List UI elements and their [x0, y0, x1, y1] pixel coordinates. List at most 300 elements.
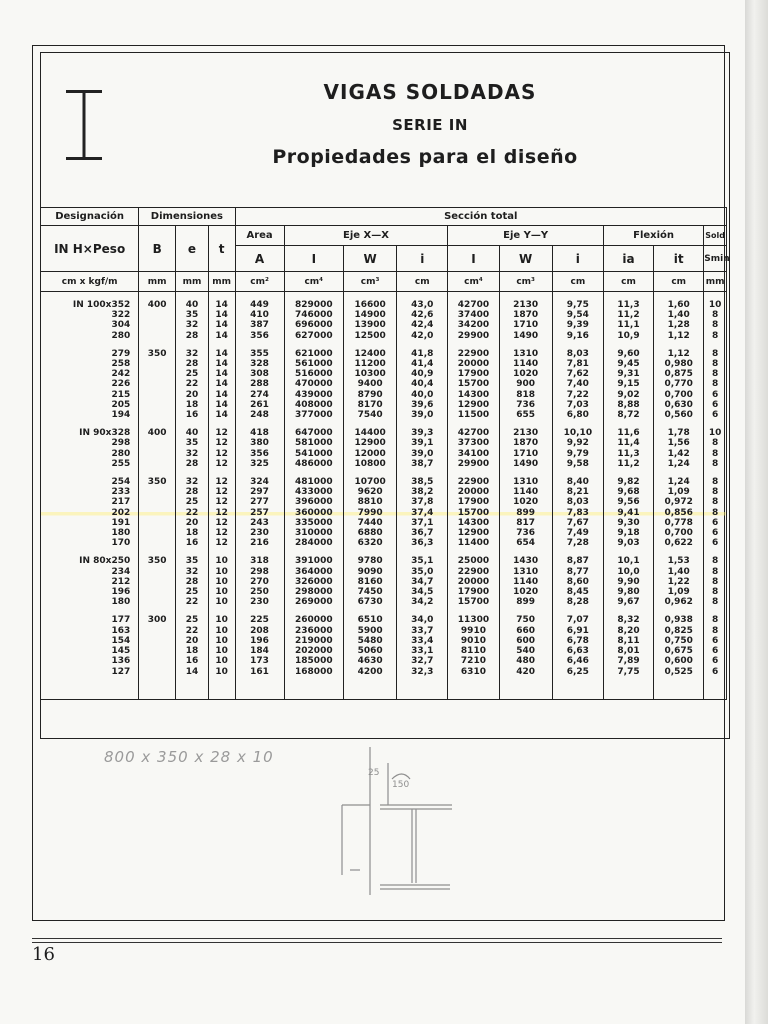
table-cell: 42,4 — [397, 320, 448, 330]
table-cell: 10 — [208, 626, 235, 636]
spacer-cell — [704, 292, 727, 301]
designation-cell: 212 — [41, 577, 139, 587]
table-cell: 6,91 — [552, 626, 603, 636]
table-cell: 12 — [208, 487, 235, 497]
table-cell: 36,3 — [397, 538, 448, 548]
designation-cell: 154 — [41, 636, 139, 646]
table-cell: 8 — [704, 379, 727, 389]
table-cell: 12900 — [343, 438, 396, 448]
table-cell: 7,83 — [552, 508, 603, 518]
table-cell: 356 — [235, 331, 284, 341]
spacer-cell — [448, 677, 499, 700]
table-cell: 9910 — [448, 626, 499, 636]
spacer-cell — [654, 469, 704, 477]
table-row — [41, 538, 727, 548]
table-cell: 39,3 — [397, 428, 448, 438]
table-cell: 8,77 — [552, 567, 603, 577]
table-cell: 219000 — [284, 636, 343, 646]
table-cell: 8,60 — [552, 577, 603, 587]
table-cell: 0,770 — [654, 379, 704, 389]
table-cell: 8 — [704, 449, 727, 459]
table-cell: 541000 — [284, 449, 343, 459]
table-cell: 28 — [176, 359, 209, 369]
spacer-cell — [176, 548, 209, 556]
unit-cell: cm³ — [343, 272, 396, 292]
spacer-cell — [704, 677, 727, 700]
spacer-cell — [176, 607, 209, 615]
table-cell: 350 — [139, 477, 176, 487]
designation-cell: 242 — [41, 369, 139, 379]
table-cell: 6 — [704, 400, 727, 410]
spacer-cell — [499, 420, 552, 428]
spacer-cell — [208, 420, 235, 428]
properties-table — [40, 207, 730, 700]
spacer-cell — [41, 607, 139, 615]
table-cell: 10 — [208, 577, 235, 587]
table-cell: 8 — [704, 487, 727, 497]
table-cell: 8,21 — [552, 487, 603, 497]
table-row — [41, 390, 727, 400]
table-cell: 161 — [235, 667, 284, 677]
table-cell: 470000 — [284, 379, 343, 389]
table-cell: 37300 — [448, 438, 499, 448]
table-cell: 1310 — [499, 477, 552, 487]
table-cell: 40,9 — [397, 369, 448, 379]
table-cell: 14 — [208, 331, 235, 341]
table-row — [41, 487, 727, 497]
spacer-cell — [139, 469, 176, 477]
spacer-cell — [397, 469, 448, 477]
spacer-cell — [552, 469, 603, 477]
table-cell: 7,81 — [552, 359, 603, 369]
table-cell: 328 — [235, 359, 284, 369]
table-cell: 6,46 — [552, 656, 603, 666]
table-cell: 7,03 — [552, 400, 603, 410]
table-cell: 449 — [235, 300, 284, 310]
table-cell — [139, 577, 176, 587]
table-cell: 736 — [499, 400, 552, 410]
table-cell — [139, 487, 176, 497]
table-cell: 8,03 — [552, 349, 603, 359]
table-cell: 8790 — [343, 390, 396, 400]
header-ia: ia — [603, 246, 653, 272]
table-cell: 20 — [176, 636, 209, 646]
table-cell — [139, 626, 176, 636]
unit-cell: cm — [552, 272, 603, 292]
table-cell: 318 — [235, 556, 284, 566]
table-cell: 1,12 — [654, 331, 704, 341]
spacer-cell — [139, 420, 176, 428]
table-row — [41, 667, 727, 677]
table-cell: 12500 — [343, 331, 396, 341]
unit-cell: mm — [704, 272, 727, 292]
header-eje-x: Eje X—X — [284, 226, 448, 246]
table-cell: 0,700 — [654, 390, 704, 400]
designation-cell: 217 — [41, 497, 139, 507]
table-cell: 8810 — [343, 497, 396, 507]
spacer-cell — [552, 607, 603, 615]
table-cell — [139, 508, 176, 518]
spacer-cell — [397, 677, 448, 700]
table-cell: 16 — [176, 410, 209, 420]
table-cell: 20000 — [448, 359, 499, 369]
table-cell: 10 — [208, 597, 235, 607]
table-cell: 12 — [208, 538, 235, 548]
table-cell: 298000 — [284, 587, 343, 597]
table-cell: 0,750 — [654, 636, 704, 646]
table-cell: 6,25 — [552, 667, 603, 677]
table-cell: 1870 — [499, 310, 552, 320]
table-cell: 12 — [208, 477, 235, 487]
table-cell: 11300 — [448, 615, 499, 625]
table-row — [41, 477, 727, 487]
table-cell: 1,22 — [654, 577, 704, 587]
designation-cell: 191 — [41, 518, 139, 528]
table-cell: 7,75 — [603, 667, 653, 677]
table-cell: 10,1 — [603, 556, 653, 566]
table-cell: 250 — [235, 587, 284, 597]
spacer-cell — [208, 469, 235, 477]
spacer-cell — [284, 548, 343, 556]
table-cell: 32 — [176, 449, 209, 459]
table-cell: 10,10 — [552, 428, 603, 438]
designation-cell: 280 — [41, 449, 139, 459]
designation-cell: 194 — [41, 410, 139, 420]
table-cell: 7,22 — [552, 390, 603, 400]
table-cell: 10 — [704, 300, 727, 310]
table-cell: 480 — [499, 656, 552, 666]
table-cell: 8110 — [448, 646, 499, 656]
table-cell: 14 — [176, 667, 209, 677]
table-cell: 326000 — [284, 577, 343, 587]
row-spacer — [41, 292, 727, 301]
designation-cell: 196 — [41, 587, 139, 597]
table-cell: 6 — [704, 390, 727, 400]
spacer-cell — [139, 677, 176, 700]
table-cell: 8,11 — [603, 636, 653, 646]
table-cell: 0,630 — [654, 400, 704, 410]
table-cell: 9090 — [343, 567, 396, 577]
table-cell: 14 — [208, 369, 235, 379]
table-cell: 12 — [208, 528, 235, 538]
designation-cell: 180 — [41, 597, 139, 607]
table-cell: 9,15 — [603, 379, 653, 389]
table-cell: 10 — [208, 667, 235, 677]
table-cell: 9,58 — [552, 459, 603, 469]
table-cell: 6,80 — [552, 410, 603, 420]
spacer-cell — [343, 607, 396, 615]
table-row — [41, 459, 727, 469]
table-cell: 1,09 — [654, 487, 704, 497]
header-smin: Smin — [704, 246, 727, 272]
row-spacer — [41, 677, 727, 700]
spacer-cell — [235, 292, 284, 301]
table-cell: 6 — [704, 636, 727, 646]
sketch-dim-b: 150 — [392, 780, 410, 790]
table-cell: 35 — [176, 310, 209, 320]
table-cell: 1,42 — [654, 449, 704, 459]
table-cell: 817 — [499, 518, 552, 528]
table-cell: 28 — [176, 577, 209, 587]
table-cell: 39,6 — [397, 400, 448, 410]
table-cell: 25 — [176, 369, 209, 379]
table-cell: 22 — [176, 626, 209, 636]
table-cell: 14 — [208, 359, 235, 369]
spacer-cell — [603, 292, 653, 301]
table-cell: 12000 — [343, 449, 396, 459]
table-cell: 9,68 — [603, 487, 653, 497]
table-cell: 6 — [704, 518, 727, 528]
spacer-cell — [499, 607, 552, 615]
table-cell: 14 — [208, 379, 235, 389]
table-cell: 42,0 — [397, 331, 448, 341]
table-cell: 0,525 — [654, 667, 704, 677]
table-row — [41, 646, 727, 656]
spacer-cell — [397, 292, 448, 301]
table-cell: 35,0 — [397, 567, 448, 577]
table-cell: 12900 — [448, 528, 499, 538]
table-cell: 288 — [235, 379, 284, 389]
header-e: e — [176, 226, 209, 272]
table-cell: 10800 — [343, 459, 396, 469]
table-cell: 298 — [235, 567, 284, 577]
table-cell: 22 — [176, 597, 209, 607]
spacer-cell — [654, 677, 704, 700]
table-cell: 8 — [704, 369, 727, 379]
table-cell — [139, 390, 176, 400]
designation-cell: 205 — [41, 400, 139, 410]
table-cell: 696000 — [284, 320, 343, 330]
table-cell: 335000 — [284, 518, 343, 528]
table-cell: 7,28 — [552, 538, 603, 548]
table-cell: 9,67 — [603, 597, 653, 607]
designation-cell: 136 — [41, 656, 139, 666]
table-cell: 8,72 — [603, 410, 653, 420]
table-cell: 42700 — [448, 428, 499, 438]
table-cell — [139, 331, 176, 341]
table-row — [41, 438, 727, 448]
table-cell: 1430 — [499, 556, 552, 566]
table-cell: 9,54 — [552, 310, 603, 320]
table-cell: 6310 — [448, 667, 499, 677]
spacer-cell — [448, 341, 499, 349]
spacer-cell — [235, 677, 284, 700]
spacer-cell — [499, 677, 552, 700]
spacer-cell — [654, 607, 704, 615]
table-cell: 1020 — [499, 369, 552, 379]
spacer-cell — [654, 420, 704, 428]
table-cell: 1310 — [499, 567, 552, 577]
table-row — [41, 300, 727, 310]
table-cell: 32,7 — [397, 656, 448, 666]
table-cell: 37,1 — [397, 518, 448, 528]
table-cell: 10 — [208, 556, 235, 566]
table-cell: 236000 — [284, 626, 343, 636]
table-cell: 481000 — [284, 477, 343, 487]
table-cell: 11500 — [448, 410, 499, 420]
spacer-cell — [176, 469, 209, 477]
unit-cell: cm — [603, 272, 653, 292]
table-cell: 9,30 — [603, 518, 653, 528]
row-spacer — [41, 548, 727, 556]
table-cell: 18 — [176, 400, 209, 410]
table-cell: 16 — [176, 656, 209, 666]
table-cell: 736 — [499, 528, 552, 538]
table-cell: 22900 — [448, 567, 499, 577]
table-cell: 8 — [704, 477, 727, 487]
table-cell: 5480 — [343, 636, 396, 646]
table-cell: 1710 — [499, 320, 552, 330]
spacer-cell — [343, 341, 396, 349]
table-cell: 34,7 — [397, 577, 448, 587]
table-row — [41, 567, 727, 577]
table-cell: 1,24 — [654, 459, 704, 469]
header-dimensiones: Dimensiones — [139, 208, 235, 226]
table-cell — [139, 438, 176, 448]
table-cell: 17900 — [448, 497, 499, 507]
table-row — [41, 428, 727, 438]
spacer-cell — [343, 677, 396, 700]
designation-cell: 233 — [41, 487, 139, 497]
table-cell: 14300 — [448, 390, 499, 400]
table-cell: 9,80 — [603, 587, 653, 597]
table-cell: 8,20 — [603, 626, 653, 636]
table-row — [41, 369, 727, 379]
table-cell: 1,78 — [654, 428, 704, 438]
designation-cell: 254 — [41, 477, 139, 487]
spacer-cell — [41, 341, 139, 349]
table-cell: 12 — [208, 428, 235, 438]
spacer-cell — [552, 548, 603, 556]
table-cell: 8 — [704, 626, 727, 636]
table-cell: 1490 — [499, 331, 552, 341]
table-cell: 284000 — [284, 538, 343, 548]
table-cell: 8160 — [343, 577, 396, 587]
table-cell: 7210 — [448, 656, 499, 666]
table-cell: 208 — [235, 626, 284, 636]
table-cell: 9,03 — [603, 538, 653, 548]
table-cell: 8,01 — [603, 646, 653, 656]
designation-cell: 280 — [41, 331, 139, 341]
unit-cell: mm — [176, 272, 209, 292]
table-cell: 5060 — [343, 646, 396, 656]
table-cell: 8,03 — [552, 497, 603, 507]
table-cell: 1140 — [499, 577, 552, 587]
spacer-cell — [176, 292, 209, 301]
table-cell: 257 — [235, 508, 284, 518]
table-cell — [139, 410, 176, 420]
table-cell: 9,39 — [552, 320, 603, 330]
table-cell: 9,16 — [552, 331, 603, 341]
table-cell: 25 — [176, 497, 209, 507]
table-cell: 0,962 — [654, 597, 704, 607]
table-cell: 35 — [176, 556, 209, 566]
spacer-cell — [448, 548, 499, 556]
table-cell: 8 — [704, 587, 727, 597]
designation-cell: 304 — [41, 320, 139, 330]
table-cell: 0,778 — [654, 518, 704, 528]
handwritten-note: 800 x 350 x 28 x 10 — [104, 748, 274, 766]
designation-cell: 226 — [41, 379, 139, 389]
table-cell: 9,60 — [603, 349, 653, 359]
table-body — [41, 292, 727, 700]
spacer-cell — [41, 420, 139, 428]
table-cell: 0,675 — [654, 646, 704, 656]
spacer-cell — [41, 548, 139, 556]
spacer-cell — [499, 469, 552, 477]
table-cell: 7450 — [343, 587, 396, 597]
table-cell: 0,980 — [654, 359, 704, 369]
table-cell: 1,12 — [654, 349, 704, 359]
table-row — [41, 626, 727, 636]
table-cell: 2130 — [499, 428, 552, 438]
table-cell: 1,40 — [654, 567, 704, 577]
table-cell: 0,856 — [654, 508, 704, 518]
table-cell: 11,3 — [603, 449, 653, 459]
table-cell: 14300 — [448, 518, 499, 528]
spacer-cell — [41, 677, 139, 700]
table-row — [41, 449, 727, 459]
spacer-cell — [603, 677, 653, 700]
table-cell: 38,2 — [397, 487, 448, 497]
table-cell: 12 — [208, 438, 235, 448]
table-cell: 37,4 — [397, 508, 448, 518]
table-cell: 6880 — [343, 528, 396, 538]
table-cell: 1,53 — [654, 556, 704, 566]
designation-cell: 145 — [41, 646, 139, 656]
spacer-cell — [704, 420, 727, 428]
spacer-cell — [397, 420, 448, 428]
unit-cell: cm — [654, 272, 704, 292]
table-cell: 350 — [139, 556, 176, 566]
table-cell: 297 — [235, 487, 284, 497]
table-cell: 10 — [208, 656, 235, 666]
table-cell: 6 — [704, 410, 727, 420]
table-cell: 0,600 — [654, 656, 704, 666]
spacer-cell — [139, 548, 176, 556]
table-cell: 29900 — [448, 331, 499, 341]
header-eje-y: Eje Y—Y — [448, 226, 604, 246]
designation-cell: 234 — [41, 567, 139, 577]
spacer-cell — [552, 341, 603, 349]
table-cell: 22 — [176, 508, 209, 518]
spacer-cell — [343, 420, 396, 428]
table-cell — [139, 320, 176, 330]
table-cell: 14 — [208, 300, 235, 310]
spacer-cell — [397, 548, 448, 556]
table-cell: 10 — [208, 587, 235, 597]
table-cell: 12 — [208, 508, 235, 518]
table-cell: 270 — [235, 577, 284, 587]
header-designacion: Designación — [41, 208, 139, 226]
table-cell: 18 — [176, 528, 209, 538]
spacer-cell — [208, 548, 235, 556]
table-cell: 269000 — [284, 597, 343, 607]
table-cell: 516000 — [284, 369, 343, 379]
table-cell: 581000 — [284, 438, 343, 448]
table-cell: 7,49 — [552, 528, 603, 538]
spacer-cell — [343, 548, 396, 556]
table-cell: 9,31 — [603, 369, 653, 379]
spacer-cell — [176, 420, 209, 428]
table-cell: 185000 — [284, 656, 343, 666]
table-cell: 37,8 — [397, 497, 448, 507]
spacer-cell — [284, 341, 343, 349]
spacer-cell — [654, 548, 704, 556]
table-cell: 37400 — [448, 310, 499, 320]
table-cell: 2130 — [499, 300, 552, 310]
table-cell: 391000 — [284, 556, 343, 566]
